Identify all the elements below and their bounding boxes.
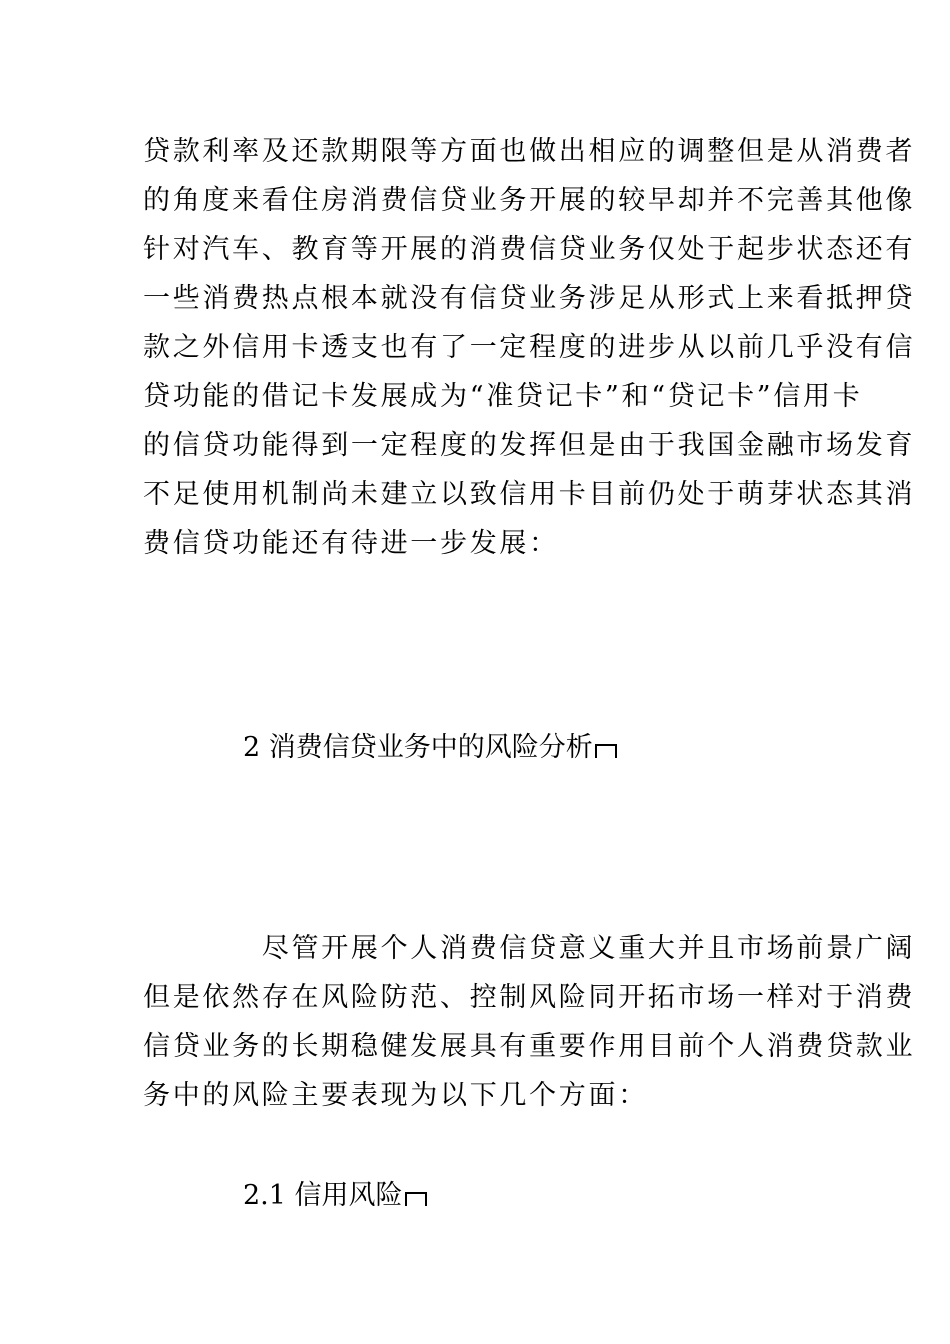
paragraph-line: 的角度来看住房消费信贷业务开展的较早却并不完善其他像 [143, 185, 916, 216]
paragraph-line: 信贷业务的长期稳健发展具有重要作用目前个人消费贷款业 [143, 1031, 916, 1062]
paragraph-line: 费信贷功能还有待进一步发展： [143, 528, 559, 559]
heading-text: 2.1 信用风险 [243, 1180, 403, 1211]
paragraph-risk-overview [143, 924, 916, 1120]
paragraph-line: 一些消费热点根本就没有信贷业务涉足从形式上来看抵押贷 [143, 283, 916, 314]
paragraph-line: 但是依然存在风险防范、控制风险同开拓市场一样对于消费 [143, 982, 916, 1013]
paragraph-line: 针对汽车、教育等开展的消费信贷业务仅处于起步状态还有 [143, 234, 916, 265]
section-heading-risk-analysis [243, 728, 617, 768]
paragraph-mark-icon [405, 1192, 427, 1206]
paragraph-line: 不足使用机制尚未建立以致信用卡目前仍处于萌芽状态其消 [143, 479, 916, 510]
paragraph-line: 款之外信用卡透支也有了一定程度的进步从以前几乎没有信 [143, 332, 916, 363]
paragraph-line: 务中的风险主要表现为以下几个方面： [143, 1080, 648, 1111]
section-heading-credit-risk [243, 1176, 427, 1216]
paragraph-line: 的信贷功能得到一定程度的发挥但是由于我国金融市场发育 [143, 430, 916, 461]
paragraph-consumer-credit-status [143, 127, 916, 568]
paragraph-line: 贷款利率及还款期限等方面也做出相应的调整但是从消费者 [143, 136, 916, 167]
heading-text: 2 消费信贷业务中的风险分析 [243, 732, 593, 763]
paragraph-mark-icon [595, 744, 617, 758]
paragraph-line: 贷功能的借记卡发展成为“准贷记卡”和“贷记卡”信用卡 [143, 381, 863, 412]
paragraph-line: 尽管开展个人消费信贷意义重大并且市场前景广阔 [143, 933, 916, 964]
